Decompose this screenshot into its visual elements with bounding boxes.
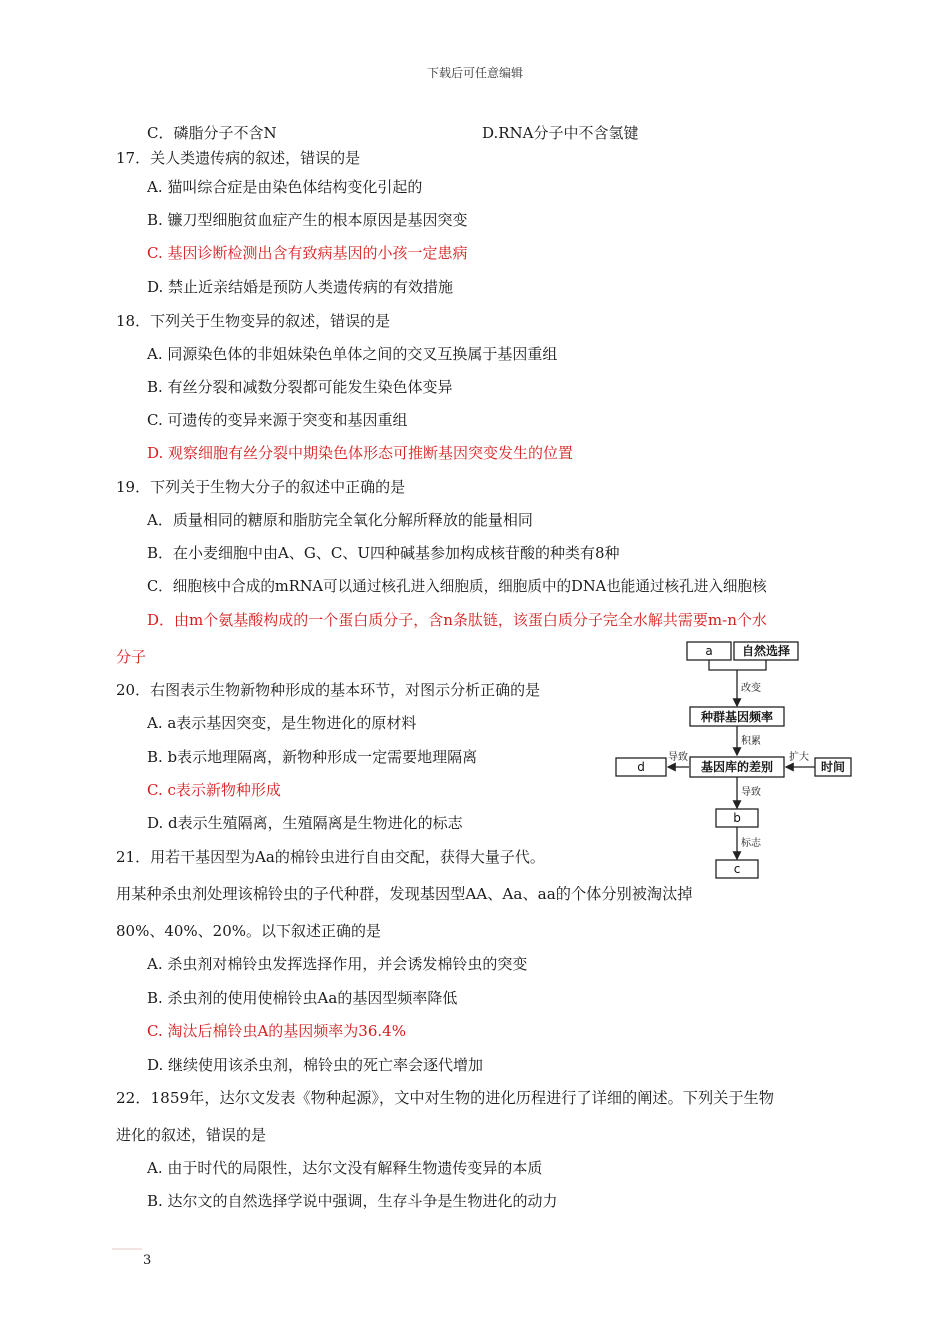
q19-option-c: C．细胞核中合成的mRNA可以通过核孔进入细胞质，细胞质中的DNA也能通过核孔进入细胞核 (147, 578, 767, 595)
box-gene-frequency-label: 种群基因频率 (700, 710, 774, 724)
q20-stem: 20．右图表示生物新物种形成的基本环节，对图示分析正确的是 (116, 681, 541, 699)
q17-option-b: B. 镰刀型细胞贫血症产生的根本原因是基因突变 (147, 211, 468, 229)
box-d-label: d (637, 760, 645, 774)
q18-option-b: B. 有丝分裂和减数分裂都可能发生染色体变异 (147, 378, 453, 396)
page-number: 3 (143, 1253, 152, 1268)
q18-option-a: A. 同源染色体的非姐妹染色单体之间的交叉互换属于基因重组 (147, 345, 558, 363)
footer-mark (112, 1248, 142, 1250)
q16-option-d: D.RNA分子中不含氢键 (482, 124, 639, 142)
q19-stem: 19．下列关于生物大分子的叙述中正确的是 (116, 478, 406, 496)
box-time-label: 时间 (820, 760, 846, 774)
q20-option-b: B. b表示地理隔离，新物种形成一定需要地理隔离 (147, 748, 478, 766)
box-c-label: c (733, 862, 741, 876)
q21-option-d: D. 继续使用该杀虫剂，棉铃虫的死亡率会逐代增加 (147, 1056, 484, 1074)
label-lead-left: 导致 (668, 752, 688, 763)
q19-option-b: B．在小麦细胞中由A、G、C、U四种碱基参加构成核苷酸的种类有8种 (147, 544, 620, 562)
q17-option-c-answer: C. 基因诊断检测出含有致病基因的小孩一定患病 (147, 244, 468, 262)
q20-option-d: D. d表示生殖隔离，生殖隔离是生物进化的标志 (147, 814, 463, 832)
q20-option-a: A. a表示基因突变，是生物进化的原材料 (147, 714, 417, 732)
q22-stem: 22．1859年，达尔文发表《物种起源》，文中对生物的进化历程进行了详细的阐述。下列关于生物 (116, 1089, 774, 1107)
q20-option-c-answer: C. c表示新物种形成 (147, 781, 281, 799)
q21-stem-cont: 用某种杀虫剂处理该棉铃虫的子代种群，发现基因型AA、Aa、aa的个体分别被淘汰掉 (116, 885, 693, 903)
box-gene-pool-difference-label: 基因库的差别 (700, 760, 774, 774)
q18-option-d-answer: D. 观察细胞有丝分裂中期染色体形态可推断基因突变发生的位置 (147, 444, 574, 462)
merge-line (709, 660, 766, 670)
box-natural-selection-label: 自然选择 (741, 644, 791, 658)
label-expand: 扩大 (789, 752, 809, 763)
q17-option-d: D. 禁止近亲结婚是预防人类遗传病的有效措施 (147, 278, 454, 296)
q22-stem-cont: 进化的叙述，错误的是 (116, 1126, 267, 1144)
q19-option-a: A．质量相同的糖原和脂肪完全氧化分解所释放的能量相同 (147, 511, 533, 529)
q19-option-d-answer-cont: 分子 (116, 648, 147, 666)
q17-option-a: A. 猫叫综合症是由染色体结构变化引起的 (147, 178, 423, 196)
q22-option-a: A. 由于时代的局限性，达尔文没有解释生物遗传变异的本质 (147, 1159, 543, 1177)
q22-option-b: B. 达尔文的自然选择学说中强调，生存斗争是生物进化的动力 (147, 1192, 558, 1210)
q17-stem: 17．关人类遗传病的叙述，错误的是 (116, 149, 361, 167)
q18-stem: 18．下列关于生物变异的叙述，错误的是 (116, 312, 391, 330)
q21-stem: 21．用若干基因型为Aa的棉铃虫进行自由交配，获得大量子代。 (116, 848, 545, 866)
q21-option-c-answer: C. 淘汰后棉铃虫A的基因频率为36.4% (147, 1022, 406, 1040)
q21-stem-cont2: 80%、40%、20%。以下叙述正确的是 (116, 922, 382, 940)
page-header: 下载后可任意编辑 (426, 66, 523, 80)
label-mark: 标志 (741, 838, 761, 849)
q19-option-d-answer: D．由m个氨基酸构成的一个蛋白质分子，含n条肽链，该蛋白质分子完全水解共需要m-n个水 (147, 611, 767, 629)
box-b-label: b (733, 811, 741, 825)
q18-option-c: C. 可遗传的变异来源于突变和基因重组 (147, 411, 408, 429)
q21-option-a: A. 杀虫剂对棉铃虫发挥选择作用，并会诱发棉铃虫的突变 (147, 955, 528, 973)
label-accumulate: 积累 (741, 736, 761, 747)
label-lead-down: 导致 (741, 787, 761, 798)
box-a-label: a (705, 644, 713, 658)
label-change: 改变 (741, 683, 761, 694)
q21-option-b: B. 杀虫剂的使用使棉铃虫Aa的基因型频率降低 (147, 989, 458, 1007)
speciation-diagram (612, 640, 856, 880)
q16-option-c: C．磷脂分子不含N (147, 124, 277, 142)
